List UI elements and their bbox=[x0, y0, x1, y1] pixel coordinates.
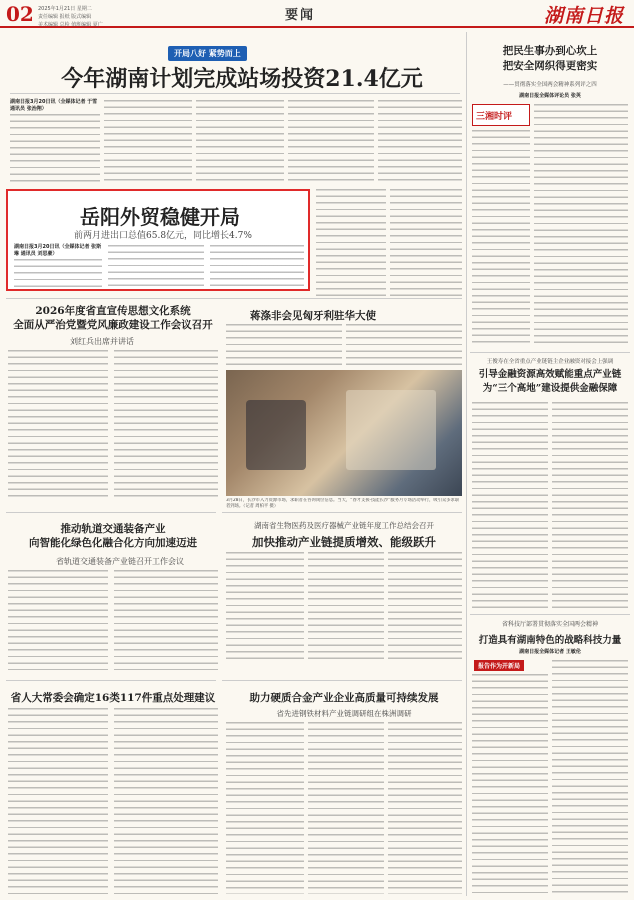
divider bbox=[222, 512, 462, 513]
meta-line: 2025年1月21日 星期二 bbox=[38, 6, 92, 12]
commentary-author: 湖南日报全媒体评论员 张英 bbox=[519, 93, 581, 99]
article-text bbox=[8, 708, 108, 894]
photo-figure bbox=[246, 400, 306, 470]
commentary-title-line: 把民生事办到心坎上 bbox=[502, 45, 598, 57]
page-header bbox=[0, 0, 634, 28]
bio-story-title: 加快推动产业链提质增效、能级跃升 bbox=[252, 535, 436, 549]
article-text bbox=[534, 104, 628, 346]
commentary-subtitle: ——贯彻落实全国两会精神系列评之四 bbox=[503, 82, 597, 88]
column-tag: 三湘时评 bbox=[476, 112, 513, 122]
npc-story-title: 省人大常委会确定16类117件重点处理建议 bbox=[10, 692, 216, 704]
section-title: 要闻 bbox=[285, 8, 316, 23]
issue-meta bbox=[38, 5, 178, 29]
rail-story-title bbox=[8, 522, 218, 550]
article-text bbox=[388, 552, 462, 662]
cement-story-title: 助力硬质合金产业企业高质量可持续发展 bbox=[249, 692, 439, 704]
article-text bbox=[226, 324, 342, 366]
article-text bbox=[346, 324, 462, 366]
divider bbox=[6, 680, 216, 681]
article-text bbox=[390, 189, 462, 297]
article-text bbox=[472, 402, 548, 608]
party-story-title bbox=[8, 304, 218, 332]
divider bbox=[470, 614, 630, 615]
column-tag-box bbox=[472, 104, 530, 126]
tech-tag: 报告作为开新局 bbox=[474, 660, 524, 671]
article-text bbox=[226, 552, 304, 662]
article-text bbox=[104, 100, 192, 182]
article-text bbox=[308, 552, 384, 662]
article-text bbox=[308, 722, 384, 894]
jiang-story-title: 蒋涤非会见匈牙利驻华大使 bbox=[250, 310, 376, 322]
article-text bbox=[8, 350, 108, 500]
top-story-byline: 湖南日报3月20日讯（全媒体记者 于雪 通讯员 张治翔） bbox=[10, 99, 98, 112]
finance-title-line: 为“三个高地”建设提供金融保障 bbox=[482, 383, 618, 394]
tech-title: 打造具有湖南特色的战略科技力量 bbox=[478, 635, 622, 646]
article-text bbox=[196, 100, 284, 182]
party-title-line: 2026年度省直宣传思想文化系统 bbox=[35, 305, 191, 317]
meta-line: 责任编辑 报纸 版式编辑 bbox=[38, 14, 92, 20]
rail-title-line: 向智能化绿色化融合化方向加速迈进 bbox=[29, 537, 197, 549]
highlight-story-title: 岳阳外贸稳健开局 bbox=[80, 205, 240, 229]
rail-story-subtitle: 省轨道交通装备产业链召开工作会议 bbox=[56, 557, 184, 566]
news-photo bbox=[226, 370, 462, 496]
cement-story-subtitle: 省先进钢铁材料产业链调研组在株洲调研 bbox=[276, 709, 412, 718]
article-text bbox=[226, 722, 304, 894]
article-text bbox=[472, 674, 548, 894]
page-number: 02 bbox=[6, 2, 34, 26]
finance-kicker: 王俊寿在全省重点产业链链主企业融资对接会上强调 bbox=[486, 359, 614, 365]
article-text bbox=[14, 259, 102, 287]
commentary-title-line: 把安全网织得更密实 bbox=[502, 60, 598, 72]
article-text bbox=[114, 708, 218, 894]
finance-title bbox=[470, 368, 630, 396]
tech-kicker: 省科技厅部署贯彻落实全国两会精神 bbox=[501, 621, 598, 628]
article-text bbox=[108, 245, 204, 287]
top-story-title: 今年湖南计划完成站场投资21.4亿元 bbox=[61, 66, 423, 92]
topic-banner: 开局八好 紧势而上 bbox=[168, 46, 247, 61]
article-text bbox=[114, 350, 218, 500]
divider bbox=[222, 680, 462, 681]
highlight-story-byline: 湖南日报3月20日讯（全媒体记者 张斯琳 通讯员 刘思豪） bbox=[14, 244, 102, 257]
commentary-title bbox=[470, 44, 630, 74]
meta-line: 美术编辑 总检 值班编辑 夏广 bbox=[38, 22, 103, 28]
divider bbox=[470, 352, 630, 353]
column-divider bbox=[466, 32, 467, 896]
article-text bbox=[10, 114, 100, 182]
article-text bbox=[316, 189, 386, 297]
bio-story-kicker: 湖南省生物医药及医疗器械产业链年度工作总结会召开 bbox=[254, 521, 434, 530]
divider bbox=[6, 298, 462, 299]
party-title-line: 全面从严治党暨党风廉政建设工作会议召开 bbox=[13, 319, 213, 331]
article-text bbox=[552, 402, 628, 608]
newspaper-logo: 湖南日报 bbox=[543, 5, 624, 27]
article-text bbox=[210, 245, 304, 287]
article-text bbox=[288, 100, 374, 182]
photo-caption: 3月28日，长沙市入力资源市场，求职者在咨询岗位信息。当天，“春才支援·技能长沙”服务月专场活动举行，吸引众多求职者到场。（记者 周柏平 摄） bbox=[226, 498, 460, 509]
article-text bbox=[8, 570, 108, 670]
divider bbox=[6, 512, 216, 513]
article-text bbox=[472, 130, 530, 346]
highlight-story-box bbox=[6, 189, 310, 291]
article-text bbox=[378, 100, 462, 182]
photo-figure bbox=[346, 390, 436, 470]
tech-author: 湖南日报全媒体记者 王敏伦 bbox=[519, 649, 581, 655]
article-text bbox=[114, 570, 218, 670]
article-text bbox=[552, 660, 628, 894]
highlight-story-subtitle: 前两月进出口总值65.8亿元，同比增长4.7% bbox=[74, 231, 252, 241]
divider bbox=[10, 93, 460, 94]
finance-title-line: 引导金融资源高效赋能重点产业链 bbox=[478, 369, 622, 380]
party-story-subtitle: 刘红兵出席并讲话 bbox=[70, 337, 134, 346]
article-text bbox=[388, 722, 462, 894]
rail-title-line: 推动轨道交通装备产业 bbox=[60, 523, 166, 535]
